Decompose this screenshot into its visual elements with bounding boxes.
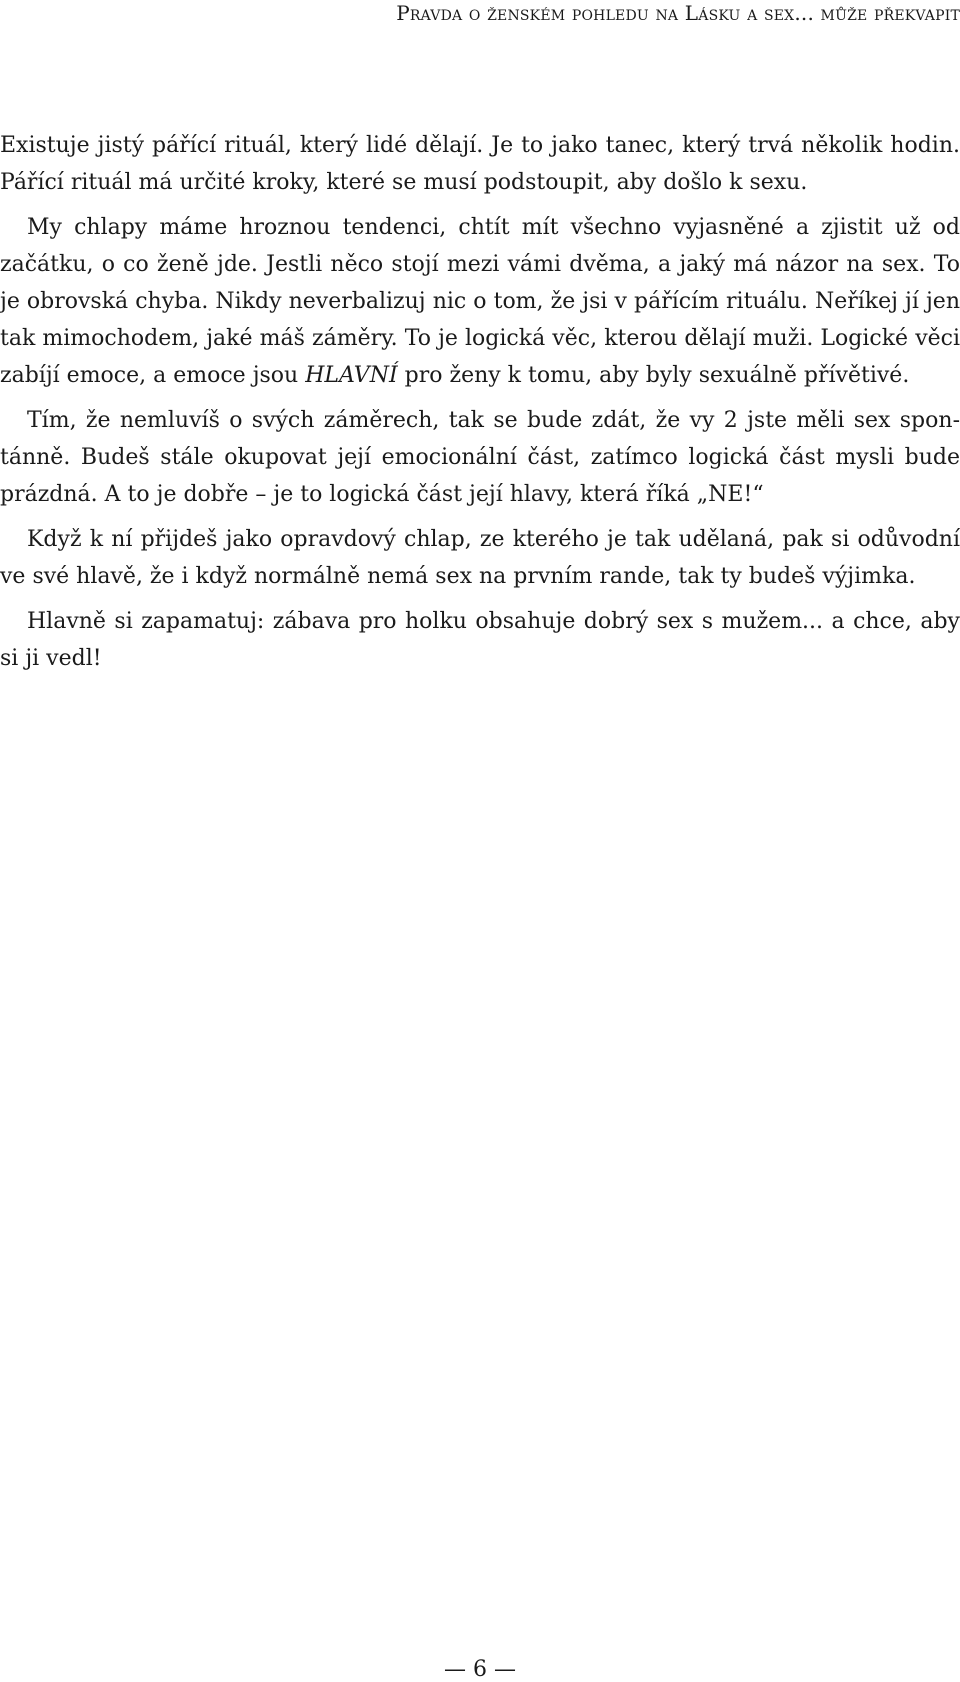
running-header: Pravda o ženském pohledu na Lásku a sex... může překvapit bbox=[396, 1, 960, 25]
paragraph bbox=[0, 402, 960, 513]
paragraph bbox=[0, 127, 960, 201]
body-text bbox=[0, 127, 960, 685]
paragraph-text: Když k ní přijdeš jako opravdový chlap, ze kterého je tak udělaná, pak si odůvodní ve své hlavě, že i když normálně nemá sex na prvním rande, tak ty budeš výjimka. bbox=[0, 527, 960, 589]
page-number: — 6 — bbox=[444, 1657, 516, 1682]
paragraph-text: My chlapy máme hroznou tendenci, chtít mít všechno vyjasněné a zjistit už od začátku, o co ženě jde. Jestli něco stojí mezi vámi dvěma, a jaký má názor na sex. To je obrovská chyba. Nikdy neverbalizuj nic o tom, že jsi v pářícím rituálu. Neříkej jí jen tak mimochodem, jaké máš záměry. To je logická věc, kterou dělají muži. Logické věci zabíjí emoce, a emoce jsou bbox=[0, 215, 960, 388]
emphasis-text: HLAVNÍ bbox=[305, 363, 398, 388]
paragraph-text: pro ženy k tomu, aby byly sexuálně přívětivé. bbox=[397, 363, 910, 388]
paragraph-text: Tím, že nemluvíš o svých záměrech, tak se bude zdát, že vy 2 jste měli sex spontánně. Budeš stále okupovat její emocionální část, zatímco logická část mysli bude prázdná. A to je dobře – je to logická část její hlavy, která říká „NE!“ bbox=[0, 408, 960, 507]
paragraph bbox=[0, 209, 960, 394]
paragraph-text: Existuje jistý pářící rituál, který lidé dělají. Je to jako tanec, který trvá několik hodin. Pářící rituál má určité kroky, které se musí podstoupit, aby došlo k sexu. bbox=[0, 133, 960, 195]
paragraph bbox=[0, 521, 960, 595]
paragraph bbox=[0, 603, 960, 677]
paragraph-text: Hlavně si zapamatuj: zábava pro holku obsahuje dobrý sex s mužem... a chce, aby si ji vedl! bbox=[0, 609, 960, 671]
